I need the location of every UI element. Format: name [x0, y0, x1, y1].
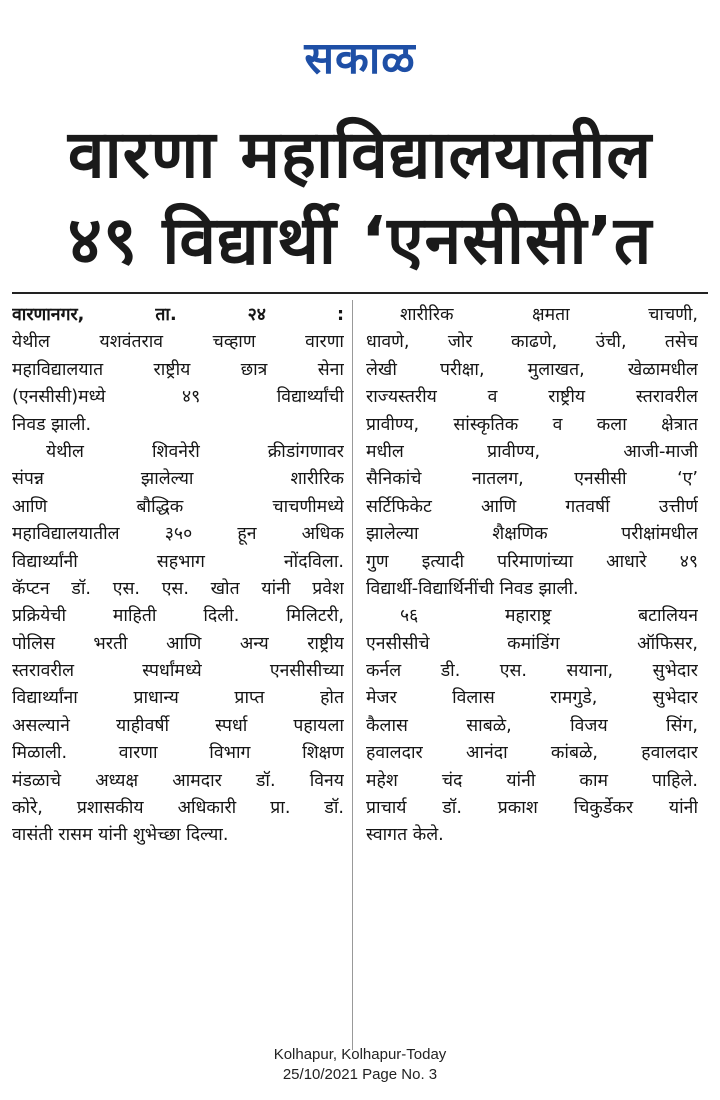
text-line: सर्टिफिकेट आणि गतवर्षी उत्तीर्ण: [366, 496, 698, 517]
text-line: आणि बौद्धिक चाचणीमध्ये: [12, 496, 344, 517]
text-line: निवड झाली.: [12, 414, 92, 435]
text-line: येथील शिवनेरी क्रीडांगणावर: [46, 441, 344, 462]
text-line: मिळाली. वारणा विभाग शिक्षण: [12, 743, 344, 764]
text-line: पोलिस भरती आणि अन्य राष्ट्रीय: [12, 633, 344, 654]
text-line: प्रावीण्य, सांस्कृतिक व कला क्षेत्रात: [366, 414, 698, 435]
footer-date-page: 25/10/2021 Page No. 3: [282, 1066, 438, 1083]
text-line: वासंती रासम यांनी शुभेच्छा दिल्या.: [12, 825, 229, 846]
text-line: शारीरिक क्षमता चाचणी,: [400, 305, 698, 325]
newspaper-masthead: सकाळ: [304, 33, 416, 84]
text-line: ५६ महाराष्ट्र बटालियन: [400, 606, 698, 627]
text-line: धावणे, जोर काढणे, उंची, तसेच: [366, 332, 698, 353]
text-line: विद्यार्थ्यांना प्राधान्य प्राप्त होत: [12, 688, 344, 709]
text-line: संपन्न झालेल्या शारीरिक: [12, 469, 344, 490]
article-column-right: [366, 302, 698, 850]
headline-line-1: वारणा महाविद्यालयातील: [67, 116, 653, 193]
text-line: मंडळाचे अध्यक्ष आमदार डॉ. विनय: [12, 770, 344, 791]
text-line: सैनिकांचे नातलग, एनसीसी ‘ए’: [366, 469, 698, 490]
text-line: राज्यस्तरीय व राष्ट्रीय स्तरावरील: [366, 387, 698, 408]
text-line: प्राचार्य डॉ. प्रकाश चिकुर्डेकर यांनी: [366, 798, 698, 819]
text-line: (एनसीसी)मध्ये ४९ विद्यार्थ्यांची: [12, 387, 344, 408]
text-line: गुण इत्यादी परिमाणांच्या आधारे ४९: [366, 551, 698, 572]
text-line: कैलास साबळे, विजय सिंग,: [366, 715, 698, 736]
text-line: विद्यार्थ्यांनी सहभाग नोंदविला.: [12, 551, 344, 572]
text-line: महाविद्यालयात राष्ट्रीय छात्र सेना: [12, 359, 344, 380]
article-column-left: [12, 302, 344, 850]
text-line: प्रक्रियेची माहिती दिली. मिलिटरी,: [12, 606, 344, 627]
text-line: झालेल्या शैक्षणिक परीक्षांमधील: [366, 524, 698, 545]
text-line: कोरे, प्रशासकीय अधिकारी प्रा. डॉ.: [12, 798, 344, 819]
text-line: कॅप्टन डॉ. एस. एस. खोत यांनी प्रवेश: [12, 578, 344, 599]
text-line: येथील यशवंतराव चव्हाण वारणा: [12, 332, 344, 353]
text-line: स्तरावरील स्पर्धांमध्ये एनसीसीच्या: [12, 661, 344, 682]
text-line: विद्यार्थी-विद्यार्थिनींची निवड झाली.: [366, 578, 579, 599]
column-rule: [352, 300, 353, 1050]
text-line: स्वागत केले.: [366, 825, 444, 846]
text-line: एनसीसीचे कमांडिंग ऑफिसर,: [366, 633, 698, 654]
text-line: असल्याने याहीवर्षी स्पर्धा पहायला: [12, 715, 344, 736]
text-line: मेजर विलास रामगुडे, सुभेदार: [366, 688, 698, 709]
text-line: हवालदार आनंदा कांबळे, हवालदार: [366, 743, 698, 764]
text-line: मधील प्रावीण्य, आजी-माजी: [366, 441, 698, 462]
text-line: महाविद्यालयातील ३५० हून अधिक: [12, 524, 344, 545]
headline-divider: [12, 292, 708, 294]
text-line: लेखी परीक्षा, मुलाखत, खेळामधील: [366, 359, 698, 380]
text-line: कर्नल डी. एस. सयाना, सुभेदार: [366, 661, 698, 682]
footer-edition: Kolhapur, Kolhapur-Today: [273, 1046, 447, 1063]
text-line: महेश चंद यांनी काम पाहिले.: [366, 770, 698, 791]
dateline: वारणानगर, ता. २४ :: [12, 305, 344, 325]
headline-line-2: ४९ विद्यार्थी ‘एनसीसी’त: [67, 202, 653, 279]
